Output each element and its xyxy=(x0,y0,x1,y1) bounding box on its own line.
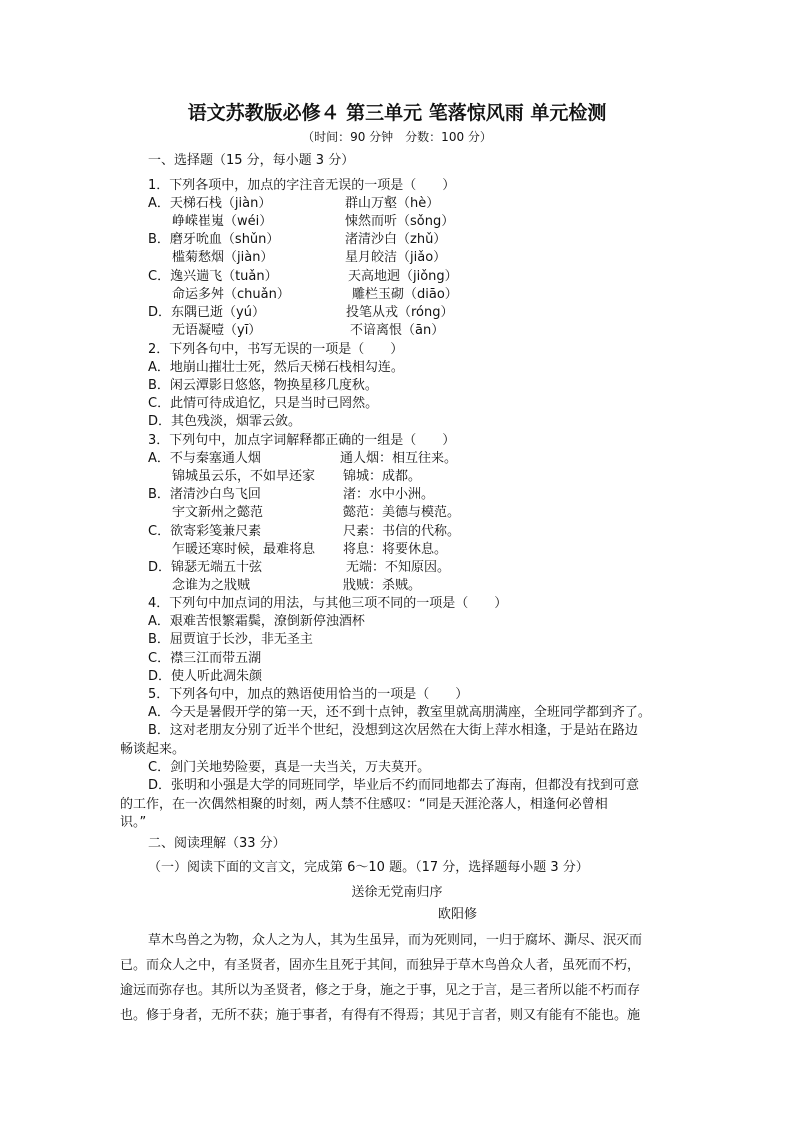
q1-option-c-left-2: 命运多舛（chuǎn） xyxy=(172,287,290,302)
q3-option-c-right-2: 将息：将要休息。 xyxy=(343,542,448,557)
q1-option-c-right: 天高地迥（jiǒng） xyxy=(348,269,458,284)
question-1-stem: 1．下列各项中，加点的字注音无误的一项是（ ） xyxy=(148,178,456,193)
q1-option-d-right: 投笔从戎（róng） xyxy=(346,305,454,320)
q1-option-b-right: 渚清沙白（zhǔ） xyxy=(345,232,447,247)
question-3-stem: 3．下列句中，加点字词解释都正确的一组是（ ） xyxy=(148,433,456,448)
q3-option-d-right-2: 戕贼：杀贼。 xyxy=(343,578,422,593)
q4-option-c: C．襟三江而带五湖 xyxy=(148,651,262,666)
q1-option-b-left: B．磨牙吮血（shǔn） xyxy=(148,232,280,247)
q3-option-c-left: C．欲寄彩笺兼尺素 xyxy=(148,524,262,539)
q3-option-d-left-2: 念谁为之戕贼 xyxy=(172,578,251,593)
q1-option-a-left-2: 峥嵘崔嵬（wéi） xyxy=(172,214,273,229)
question-5-stem: 5．下列各句中，加点的熟语使用恰当的一项是（ ） xyxy=(148,687,469,702)
page-title: 语文苏教版必修４ 第三单元 笔落惊风雨 单元检测 xyxy=(187,102,607,124)
essay-line-3: 逾远而弥存也。其所以为圣贤者，修之于身，施之于事，见之于言，是三者所以能不朽而存 xyxy=(120,983,641,998)
q5-option-c: C．剑门关地势险要，真是一夫当关，万夫莫开。 xyxy=(148,760,431,775)
essay-title: 送徐无党南归序 xyxy=(351,885,443,900)
q5-option-b: B．这对老朋友分别了近半个世纪，没想到这次居然在大街上萍水相逢，于是站在路边 xyxy=(148,723,638,738)
section-heading-choice: 一、选择题（15 分，每小题 3 分） xyxy=(148,153,355,168)
q4-option-a: A．艰难苦恨繁霜鬓，潦倒新停浊酒杯 xyxy=(148,614,365,629)
q3-option-a-right: 通人烟：相互往来。 xyxy=(340,451,458,466)
q3-option-d-left: D．锦瑟无端五十弦 xyxy=(148,560,263,575)
q5-option-b-cont: 畅谈起来。 xyxy=(120,742,186,757)
q2-option-c: C．此情可待成追忆，只是当时已罔然。 xyxy=(148,396,379,411)
q3-option-a-left: A．不与秦塞通人烟 xyxy=(148,451,261,466)
q1-option-b-left-2: 槛菊愁烟（jiàn） xyxy=(172,250,274,265)
q5-option-a: A．今天是暑假开学的第一天，还不到十点钟，教室里就高朋满座，全班同学都到齐了。 xyxy=(148,705,651,720)
q3-option-b-right-2: 懿范：美德与模范。 xyxy=(343,505,461,520)
q3-option-b-left-2: 宇文新州之懿范 xyxy=(172,505,264,520)
section-heading-reading: 二、阅读理解（33 分） xyxy=(148,836,286,851)
q1-option-a-right-2: 悚然而听（sǒng） xyxy=(345,214,455,229)
q5-option-d-cont-2: 识。” xyxy=(120,815,147,830)
q1-option-b-right-2: 星月皎洁（jiǎo） xyxy=(345,250,447,265)
q3-option-b-right: 渚：水中小洲。 xyxy=(343,487,435,502)
q1-option-d-right-2: 不谙离恨（ān） xyxy=(350,323,445,338)
q4-option-b: B．屈贾谊于长沙，非无圣主 xyxy=(148,632,313,647)
question-4-stem: 4．下列句中加点词的用法，与其他三项不同的一项是（ ） xyxy=(148,596,508,611)
essay-line-2: 已。而众人之中，有圣贤者，固亦生且死于其间，而独异于草木鸟兽众人者，虽死而不朽， xyxy=(120,958,641,973)
q2-option-d: D．其色残淡，烟霏云敛。 xyxy=(148,414,302,429)
q3-option-b-left: B．渚清沙白鸟飞回 xyxy=(148,487,261,502)
page-subtitle: （时间：90 分钟 分数：100 分） xyxy=(302,130,492,144)
q4-option-d: D．使人听此凋朱颜 xyxy=(148,669,263,684)
q3-option-c-right: 尺素：书信的代称。 xyxy=(343,524,461,539)
q3-option-a-left-2: 锦城虽云乐，不如早还家 xyxy=(172,469,316,484)
q1-option-d-left-2: 无语凝噎（yī） xyxy=(172,323,262,338)
q1-option-c-left: C．逸兴遄飞（tuǎn） xyxy=(148,269,278,284)
q1-option-d-left: D．东隅已逝（yú） xyxy=(148,305,265,320)
q5-option-d-cont-1: 的工作，在一次偶然相聚的时刻，两人禁不住感叹：“同是天涯沦落人，相逢何必曾相 xyxy=(120,797,608,812)
q3-option-d-right: 无端：不知原因。 xyxy=(346,560,451,575)
reading-part-1-instruction: （一）阅读下面的文言文，完成第 6～10 题。（17 分，选择题每小题 3 分） xyxy=(148,860,589,875)
q2-option-a: A．地崩山摧壮士死，然后天梯石栈相勾连。 xyxy=(148,360,404,375)
essay-line-1: 草木鸟兽之为物，众人之为人，其为生虽异，而为死则同，一归于腐坏、澌尽、泯灭而 xyxy=(148,933,643,948)
essay-author: 欧阳修 xyxy=(438,907,478,922)
q1-option-a-left: A．天梯石栈（jiàn） xyxy=(148,196,272,211)
essay-line-4: 也。修于身者，无所不获；施于事者，有得有不得焉；其见于言者，则又有能有不能也。施 xyxy=(120,1008,641,1023)
q3-option-c-left-2: 乍暖还寒时候，最难将息 xyxy=(172,542,316,557)
q3-option-a-right-2: 锦城：成都。 xyxy=(343,469,422,484)
q1-option-a-right: 群山万壑（hè） xyxy=(345,196,440,211)
q1-option-c-right-2: 雕栏玉砌（diāo） xyxy=(352,287,458,302)
q2-option-b: B．闲云潭影日悠悠，物换星移几度秋。 xyxy=(148,378,378,393)
question-2-stem: 2．下列各句中，书写无误的一项是（ ） xyxy=(148,342,404,357)
q5-option-d: D．张明和小强是大学的同班同学，毕业后不约而同地都去了海南，但都没有找到可意 xyxy=(148,778,640,793)
